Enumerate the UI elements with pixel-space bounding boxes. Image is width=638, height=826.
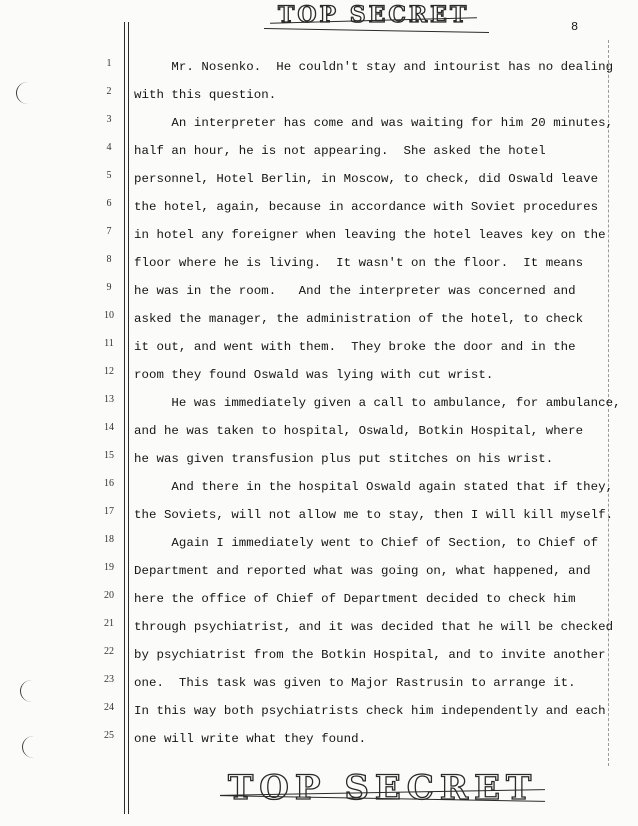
transcript-line: the hotel, again, because in accordance with Soviet procedures bbox=[134, 200, 599, 214]
transcript-line: And there in the hospital Oswald again stated that if they, bbox=[134, 480, 614, 494]
line-number: 16 bbox=[104, 478, 114, 489]
line-number: 3 bbox=[106, 114, 112, 125]
line-number: 4 bbox=[106, 142, 112, 153]
transcript-line: in hotel any foreigner when leaving the hotel leaves key on the bbox=[134, 228, 606, 242]
page-number: 8 bbox=[571, 20, 579, 34]
line-number: 1 bbox=[106, 58, 112, 69]
transcript-line: He was immediately given a call to ambulance, for ambulance, bbox=[134, 396, 621, 410]
line-number: 14 bbox=[104, 422, 114, 433]
transcript-line: Department and reported what was going on, what happened, and bbox=[134, 564, 591, 578]
line-number: 20 bbox=[104, 590, 114, 601]
line-number: 9 bbox=[106, 282, 112, 293]
transcript-line: half an hour, he is not appearing. She asked the hotel bbox=[134, 144, 546, 158]
transcript-line: through psychiatrist, and it was decided that he will be checked bbox=[134, 620, 614, 634]
line-number: 18 bbox=[104, 534, 114, 545]
line-number: 11 bbox=[104, 338, 114, 349]
transcript-line: and he was taken to hospital, Oswald, Botkin Hospital, where bbox=[134, 424, 584, 438]
line-number: 25 bbox=[104, 730, 114, 741]
binding-hole-mark bbox=[22, 736, 45, 758]
line-number: 5 bbox=[106, 170, 112, 181]
stamp-text: TOP SECRET bbox=[278, 2, 470, 28]
top-secret-stamp-footer bbox=[228, 768, 537, 808]
transcript-line: asked the manager, the administration of the hotel, to check bbox=[134, 312, 584, 326]
line-number: 19 bbox=[104, 562, 114, 573]
top-secret-stamp-header bbox=[278, 2, 469, 28]
transcript-line: room they found Oswald was lying with cut wrist. bbox=[134, 368, 494, 382]
transcript-line: one will write what they found. bbox=[134, 732, 367, 746]
line-number: 10 bbox=[104, 310, 114, 321]
transcript-line: Again I immediately went to Chief of Section, to Chief of bbox=[134, 536, 599, 550]
transcript-line: the Soviets, will not allow me to stay, then I will kill myself. bbox=[134, 508, 614, 522]
line-number: 24 bbox=[104, 702, 114, 713]
line-number: 23 bbox=[104, 674, 114, 685]
transcript-line: with this question. bbox=[134, 88, 277, 102]
line-number: 2 bbox=[106, 86, 112, 97]
line-number: 12 bbox=[104, 366, 114, 377]
binding-hole-mark bbox=[16, 82, 39, 104]
transcript-line: it out, and went with them. They broke the door and in the bbox=[134, 340, 576, 354]
transcript-line: An interpreter has come and was waiting for him 20 minutes, bbox=[134, 116, 614, 130]
left-margin-rule-inner bbox=[128, 22, 129, 814]
transcript-line: In this way both psychiatrists check him independently and each bbox=[134, 704, 606, 718]
line-number: 6 bbox=[106, 198, 112, 209]
line-number: 15 bbox=[104, 450, 114, 461]
line-number: 22 bbox=[104, 646, 114, 657]
stamp-strikethrough bbox=[264, 28, 489, 33]
transcript-line: floor where he is living. It wasn't on the floor. It means bbox=[134, 256, 584, 270]
line-number: 7 bbox=[106, 226, 112, 237]
transcript-line: Mr. Nosenko. He couldn't stay and intourist has no dealing bbox=[134, 60, 614, 74]
transcript-line: here the office of Chief of Department decided to check him bbox=[134, 592, 576, 606]
transcript-line: personnel, Hotel Berlin, in Moscow, to check, did Oswald leave bbox=[134, 172, 599, 186]
line-number: 21 bbox=[104, 618, 114, 629]
transcript-line: by psychiatrist from the Botkin Hospital, and to invite another bbox=[134, 648, 606, 662]
transcript-line: he was given transfusion plus put stitches on his wrist. bbox=[134, 452, 554, 466]
binding-hole-mark bbox=[20, 680, 43, 702]
line-number: 8 bbox=[106, 254, 112, 265]
line-number: 13 bbox=[104, 394, 114, 405]
left-margin-rule bbox=[124, 22, 125, 814]
line-number: 17 bbox=[104, 506, 114, 517]
transcript-line: he was in the room. And the interpreter was concerned and bbox=[134, 284, 576, 298]
transcript-line: one. This task was given to Major Rastrusin to arrange it. bbox=[134, 676, 576, 690]
stamp-text: TOP SECRET bbox=[228, 768, 538, 808]
